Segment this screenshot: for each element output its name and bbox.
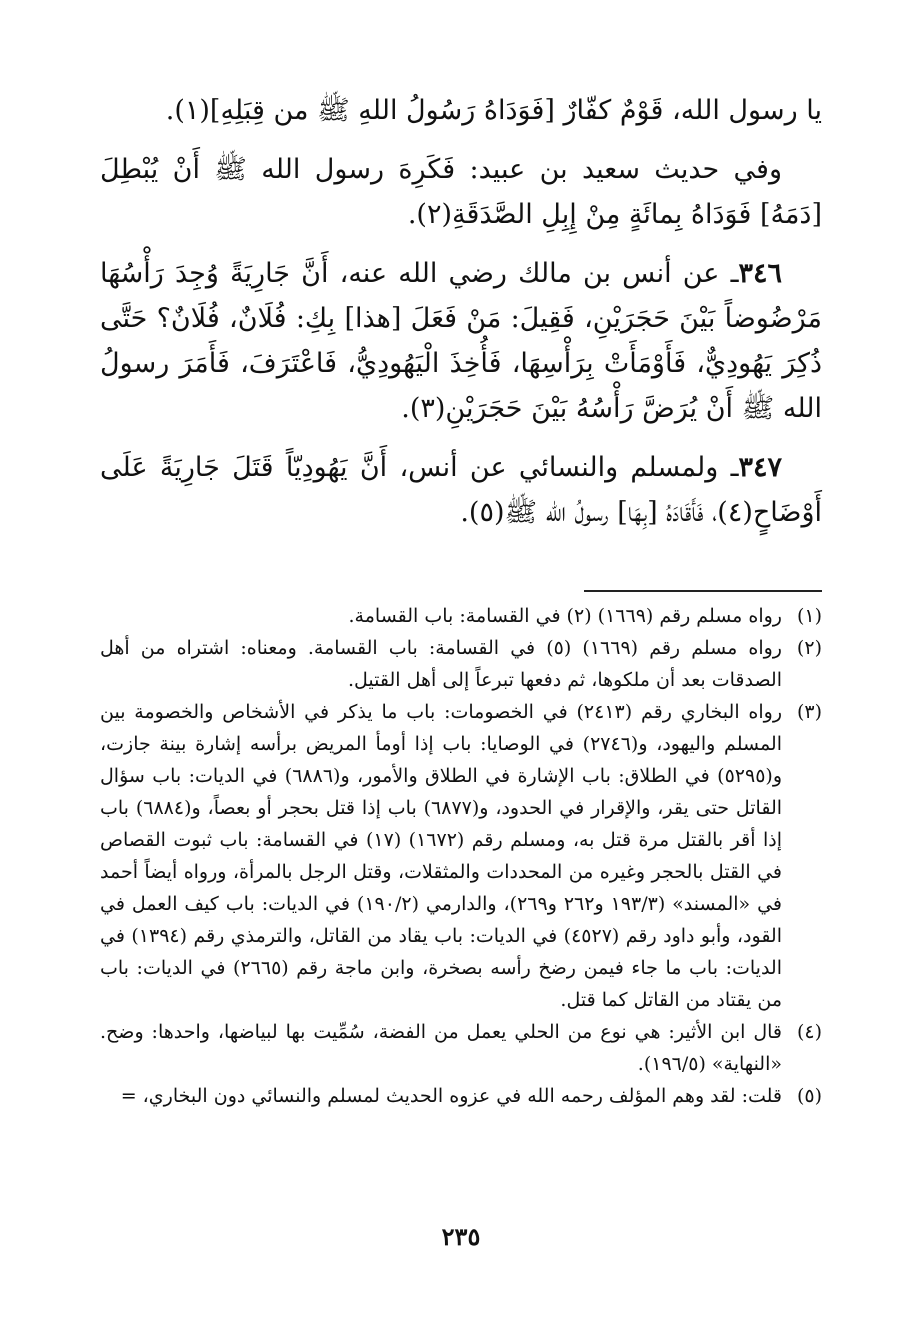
footnote [100, 632, 822, 696]
page-number: ٢٣٥ [441, 1222, 481, 1251]
hadith-text: ـ عن أنس بن مالك رضي الله عنه، أَنَّ جَارِيَةً وُجِدَ رَأْسُهَا مَرْضُوضاً بَيْنَ حَجَرَيْنِ، فَقِيلَ: مَنْ فَعَلَ [هذا] بِكِ: فُلَانٌ، فُلَانٌ؟ حَتَّى ذُكِرَ يَهُودِيٌّ، فَأَوْمَأَتْ بِرَأْسِهَا، فَأُخِذَ الْيَهُودِيُّ، فَاعْتَرَفَ، فَأَمَرَ رسولُ الله ﷺ أَنْ يُرَضَّ رَأْسُهُ بَيْنَ حَجَرَيْنِ(٣). [100, 258, 822, 424]
hadith-346 [100, 251, 822, 431]
footnote-marker: (٢) [796, 637, 822, 659]
footnote-marker: (٥) [796, 1085, 822, 1107]
footnote [100, 1080, 822, 1112]
hadith-347 [100, 445, 822, 535]
footnote-text: رواه البخاري رقم (٢٤١٣) في الخصومات: باب ما يذكر في الأشخاص والخصومة بين المسلم واليهود، و(٢٧٤٦) في الوصايا: باب إذا أومأ المريض برأسه إشارة بينة جازت، و(٥٢٩٥) في الطلاق: باب الإشارة في الطلاق والأمور، و(٦٨٨٦) في الديات: باب سؤال القاتل حتى يقر، والإقرار في الحدود، و(٦٨٧٧) باب إذا قتل بحجر أو بعصاً، و(٦٨٨٤) باب إذا أقر بالقتل مرة قتل به، ومسلم رقم (١٦٧٢) (١٧) في القسامة: باب ثبوت القصاص في القتل بالحجر وغيره من المحددات والمثقلات، وقتل الرجل بالمرأة، ورواه أيضاً أحمد في «المسند» (١٩٣/٣ و٢٦٢ و٢٦٩)، والدارمي (١٩٠/٢) في الديات: باب كيف العمل في القود، وأبو داود رقم (٤٥٢٧) في الديات: باب يقاد من القاتل، والترمذي رقم (١٣٩٤) في الديات: باب ما جاء فيمن رضخ رأسه بصخرة، وابن ماجة رقم (٢٦٦٥) في الديات: باب من يقتاد من القاتل كما قتل. [100, 701, 783, 1011]
paragraph-continuation: يا رسول الله، قَوْمٌ كفّارٌ [فَوَدَاهُ رَسُولُ اللهِ ﷺ من قِبَلِهِ](١). [165, 95, 822, 126]
footnote [100, 600, 822, 632]
footnotes [100, 600, 822, 1112]
footnote-marker: (٤) [796, 1021, 822, 1043]
hadith-number: ٣٤٦ [738, 258, 782, 289]
footnote-text: رواه مسلم رقم (١٦٦٩) (٢) في القسامة: باب القسامة. [348, 605, 782, 627]
footnote [100, 1016, 822, 1080]
footnote [100, 696, 822, 1016]
footnote-marker: (١) [796, 605, 822, 627]
footnote-text: قال ابن الأثير: هي نوع من الحلي يعمل من الفضة، سُمِّيت بها لبياضها، واحدها: وضح. «النهاية» (١٩٦/٥). [100, 1021, 782, 1075]
footnote-text: رواه مسلم رقم (١٦٦٩) (٥) في القسامة: باب القسامة. ومعناه: اشتراه من أهل الصدقات بعد أن ملكوها، ثم دفعها تبرعاً إلى أهل القتيل. [100, 637, 782, 691]
hadith-text: ـ ولمسلم والنسائي عن أنس، أَنَّ يَهُودِيّاً قَتَلَ جَارِيَةً عَلَى أَوْضَاحٍ(٤)، فَأَقَادَهُ [بِهَا] رسولُ الله ﷺ(٥). [100, 452, 822, 528]
footnote-marker: (٣) [796, 701, 823, 723]
paragraph-said-bin-ubaid: وفي حديث سعيد بن عبيد: فَكَرِهَ رسول الله ﷺ أَنْ يُبْطِلَ [دَمَهُ] فَوَدَاهُ بِمائَةٍ مِنْ إِبِلِ الصَّدَقَةِ(٢). [100, 154, 822, 230]
main-text [100, 88, 822, 549]
hadith-number: ٣٤٧ [738, 452, 782, 483]
footnote-text: قلت: لقد وهم المؤلف رحمه الله في عزوه الحديث لمسلم والنسائي دون البخاري، = [120, 1085, 782, 1107]
footnote-separator [584, 590, 822, 592]
